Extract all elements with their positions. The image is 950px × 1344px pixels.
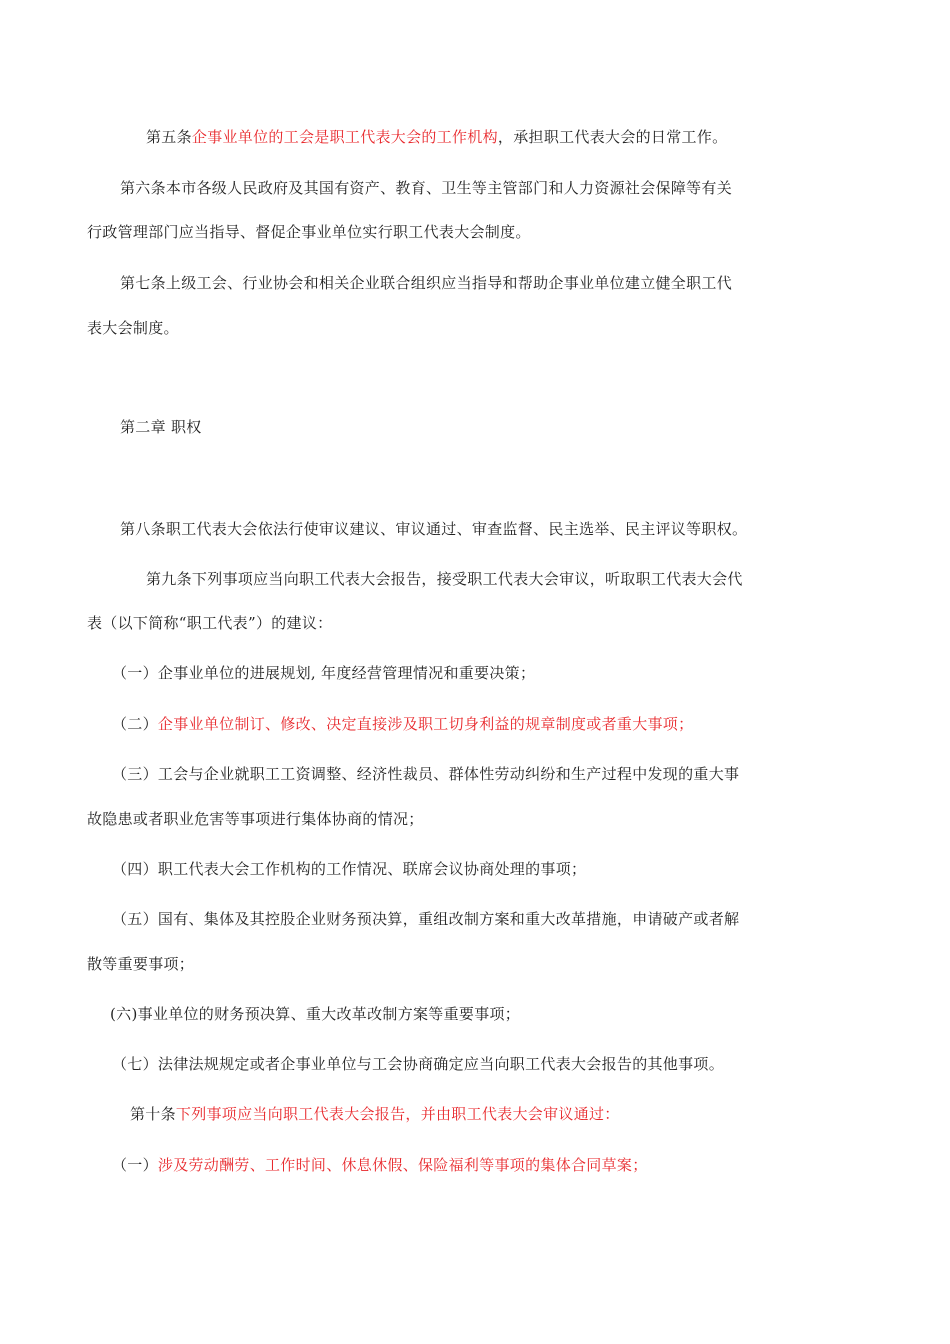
article-10-item-1 <box>112 1154 648 1176</box>
article-9-item-5-line-2: 散等重要事项； <box>87 955 195 973</box>
article-9-item-2 <box>112 713 693 735</box>
article-7-line-1: 第七条上级工会、行业协会和相关企业联合组织应当指导和帮助企事业单位建立健全职工代 <box>120 274 733 292</box>
article-6-line-1: 第六条本市各级人民政府及其国有资产、教育、卫生等主管部门和人力资源社会保障等有关 <box>120 179 733 197</box>
article-5-suffix: ，承担职工代表大会的日常工作。 <box>497 128 728 146</box>
article-10-item-1-highlight: 涉及劳动酬劳、工作时间、休息休假、保险福利等事项的集体合同草案； <box>157 1156 648 1174</box>
chapter-title: 第二章 职权 <box>120 418 202 436</box>
article-9-item-2-highlight: 企事业单位制订、修改、决定直接涉及职工切身利益的规章制度或者重大事项； <box>157 715 694 733</box>
article-5-prefix: 第五条 <box>146 128 192 146</box>
article-8: 第八条职工代表大会依法行使审议建议、审议通过、审查监督、民主选举、民主评议等职权。 <box>120 520 748 538</box>
article-9-line-1: 第九条下列事项应当向职工代表大会报告，接受职工代表大会审议，听取职工代表大会代 <box>146 570 743 588</box>
article-9-item-4: （四）职工代表大会工作机构的工作情况、联席会议协商处理的事项； <box>112 860 587 878</box>
article-9-item-3-line-1: （三）工会与企业就职工工资调整、经济性裁员、群体性劳动纠纷和生产过程中发现的重大事 <box>112 765 740 783</box>
article-10-prefix: 第十条 <box>130 1105 176 1123</box>
article-9-line-2: 表（以下简称“职工代表”）的建议： <box>87 614 333 632</box>
article-10-highlight: 下列事项应当向职工代表大会报告，并由职工代表大会审议通过： <box>175 1105 620 1123</box>
article-9-item-6: (六)事业单位的财务预决算、重大改革改制方案等重要事项； <box>110 1005 521 1023</box>
article-9-item-2-prefix: （二） <box>112 715 158 733</box>
article-9-item-3-line-2: 故隐患或者职业危害等事项进行集体协商的情况； <box>87 810 424 828</box>
article-5-highlight: 企事业单位的工会是职工代表大会的工作机构 <box>191 128 498 146</box>
article-5 <box>146 126 727 148</box>
article-9-item-7: （七）法律法规规定或者企事业单位与工会协商确定应当向职工代表大会报告的其他事项。 <box>112 1055 725 1073</box>
article-10-item-1-prefix: （一） <box>112 1156 158 1174</box>
article-6-line-2: 行政管理部门应当指导、督促企事业单位实行职工代表大会制度。 <box>87 223 531 241</box>
article-9-item-1: （一）企事业单位的进展规划, 年度经营管理情况和重要决策； <box>112 664 536 682</box>
article-9-item-5-line-1: （五）国有、集体及其控股企业财务预决算，重组改制方案和重大改革措施，申请破产或者解 <box>112 910 740 928</box>
article-7-line-2: 表大会制度。 <box>87 319 179 337</box>
article-10 <box>130 1103 620 1125</box>
